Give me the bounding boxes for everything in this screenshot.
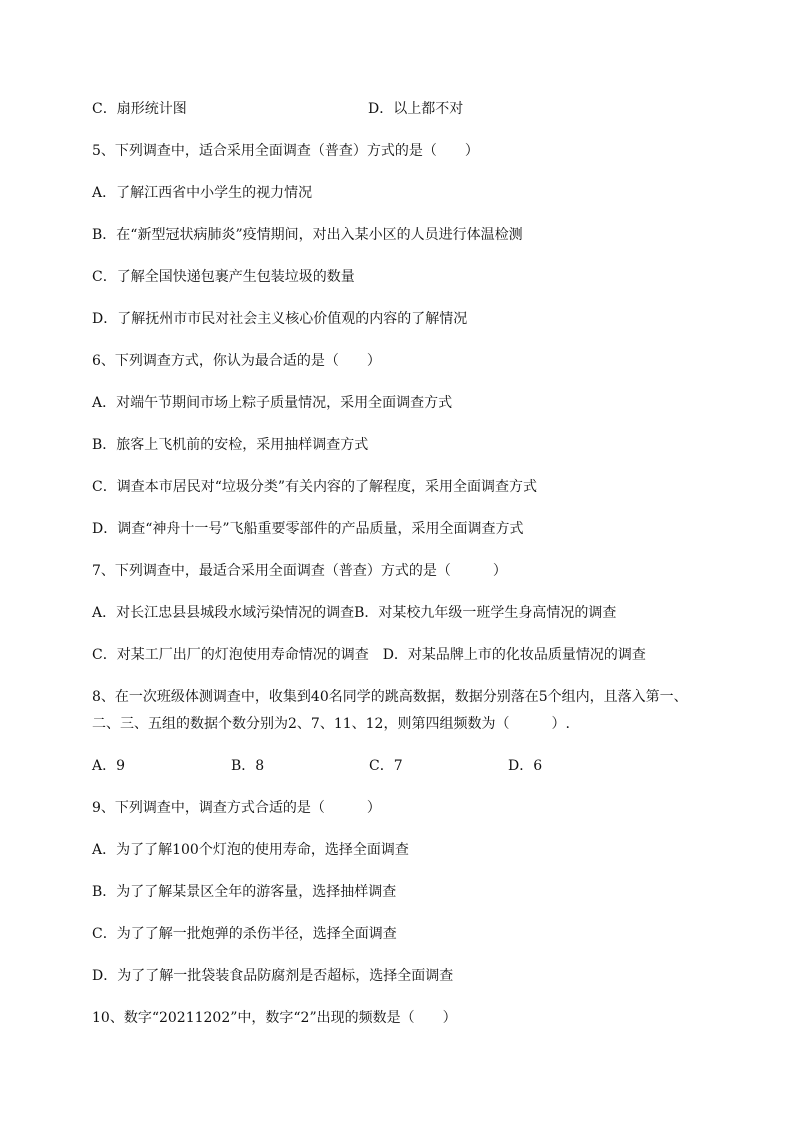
q7-options-ab: A．对长江忠县县城段水域污染情况的调查B．对某校九年级一班学生身高情况的调查	[92, 605, 617, 621]
q7-options-cd: C．对某工厂出厂的灯泡使用寿命情况的调查 D．对某品牌上市的化妆品质量情况的调查	[92, 647, 646, 663]
q6-option-b: B．旅客上飞机前的安检，采用抽样调查方式	[92, 437, 369, 453]
q5-option-d: D．了解抚州市市民对社会主义核心价值观的内容的了解情况	[92, 311, 468, 327]
q5-option-c: C．了解全国快递包裹产生包装垃圾的数量	[92, 269, 355, 285]
q6-option-c: C．调查本市居民对“垃圾分类”有关内容的了解程度，采用全面调查方式	[92, 479, 538, 495]
q6-option-d: D．调查“神舟十一号”飞船重要零部件的产品质量，采用全面调查方式	[92, 521, 524, 537]
q9-option-d: D．为了了解一批袋装食品防腐剂是否超标，选择全面调查	[92, 968, 454, 984]
question-10: 10、数字“20211202”中，数字“2”出现的频数是（ ）	[92, 1010, 457, 1026]
q9-option-c: C．为了了解一批炮弹的杀伤半径，选择全面调查	[92, 926, 397, 942]
question-5: 5、下列调查中，适合采用全面调查（普查）方式的是（ ）	[92, 143, 479, 159]
q8-option-b: B．8	[231, 758, 265, 774]
q4-option-d: D．以上都不对	[368, 101, 464, 117]
question-7: 7、下列调查中，最适合采用全面调查（普查）方式的是（ ）	[92, 563, 507, 579]
q8-option-d: D．6	[508, 758, 543, 774]
question-6: 6、下列调查方式，你认为最合适的是（ ）	[92, 353, 381, 369]
q5-option-a: A．了解江西省中小学生的视力情况	[92, 185, 313, 201]
q8-option-a: A．9	[92, 758, 126, 774]
question-8-line-2: 二、三、五组的数据个数分别为2、7、11、12，则第四组频数为（ ）.	[92, 716, 570, 732]
q8-option-c: C．7	[369, 758, 403, 774]
q5-option-b: B．在“新型冠状病肺炎”疫情期间，对出入某小区的人员进行体温检测	[92, 227, 523, 243]
q9-option-a: A．为了了解100个灯泡的使用寿命，选择全面调查	[92, 842, 409, 858]
question-9: 9、下列调查中，调查方式合适的是（ ）	[92, 800, 381, 816]
question-8-line-1: 8、在一次班级体测调查中，收集到40名同学的跳高数据，数据分别落在5个组内，且落入第一、	[92, 689, 688, 705]
q4-option-c: C．扇形统计图	[92, 101, 187, 117]
q9-option-b: B．为了了解某景区全年的游客量，选择抽样调查	[92, 884, 397, 900]
q6-option-a: A．对端午节期间市场上粽子质量情况，采用全面调查方式	[92, 395, 453, 411]
